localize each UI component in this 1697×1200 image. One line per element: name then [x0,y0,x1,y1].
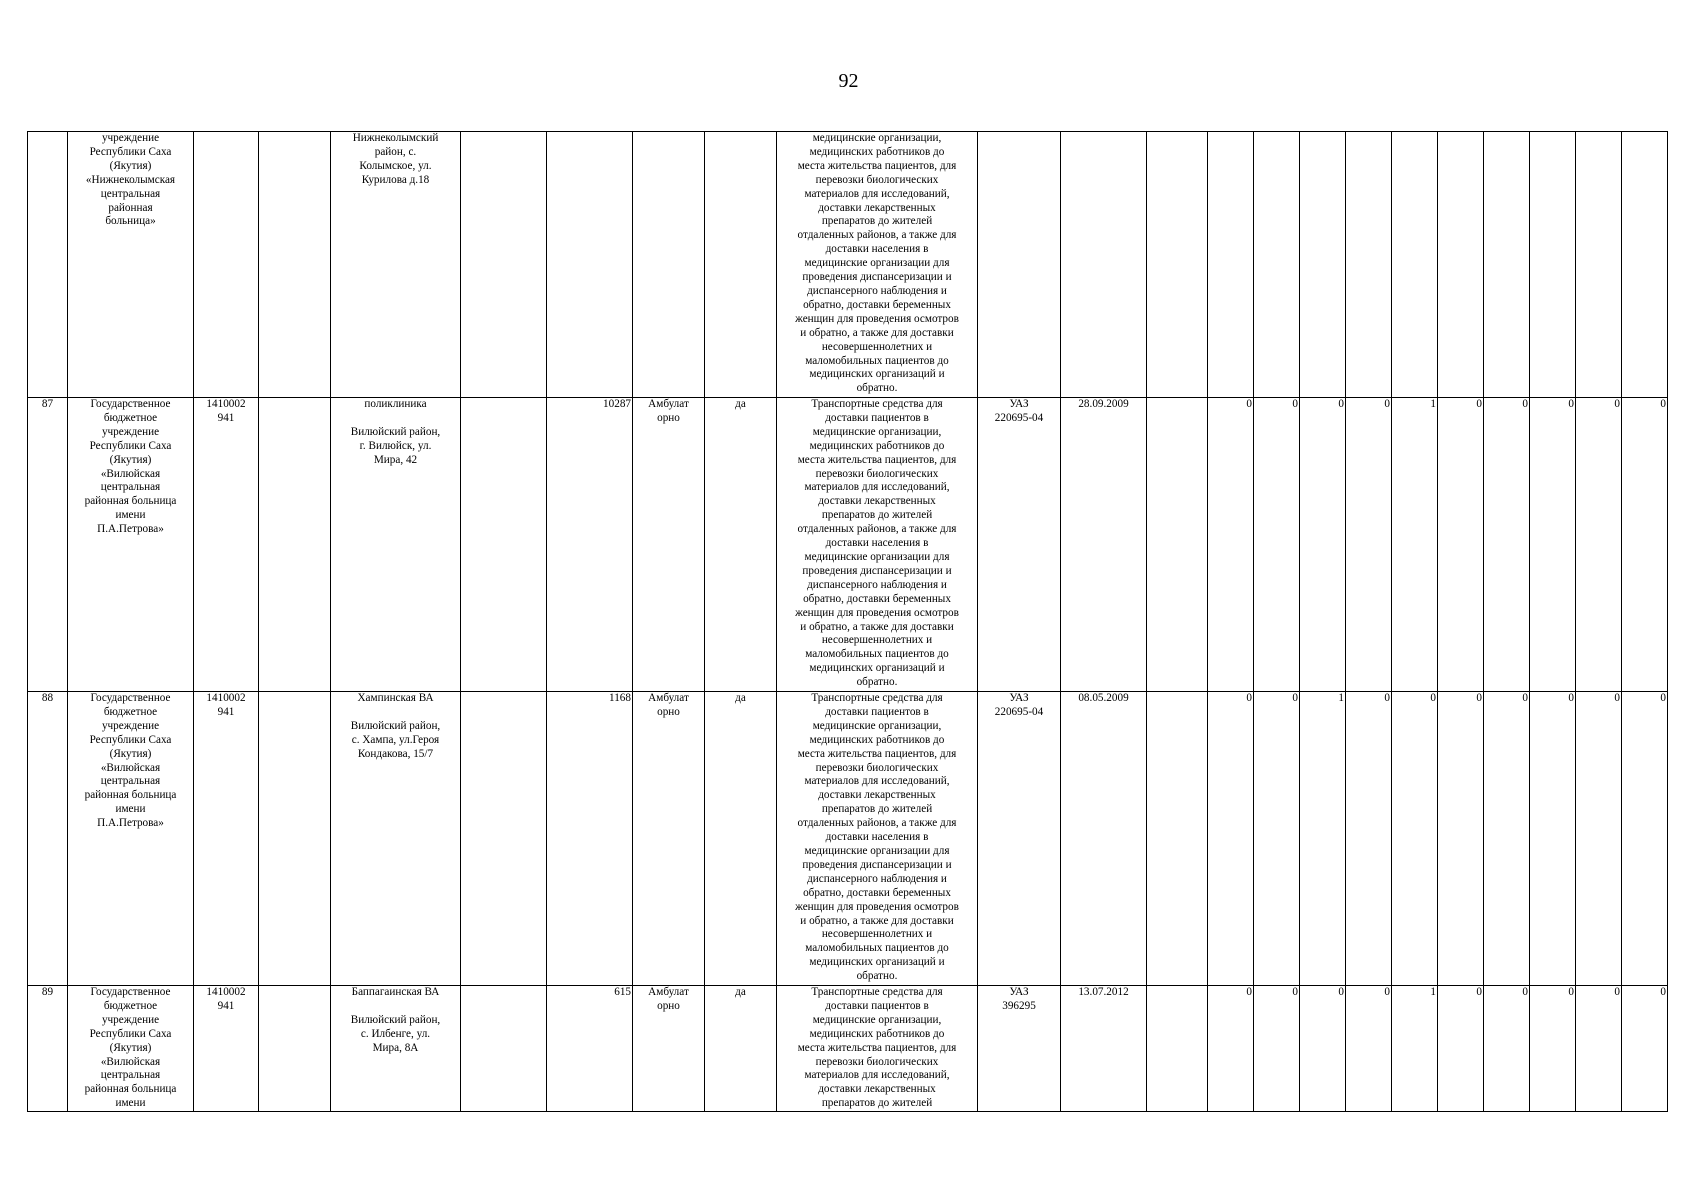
population-cell: 615 [547,986,633,1112]
count-cell: 0 [1254,986,1300,1112]
vehicle-cell [978,692,1061,986]
empty-cell [461,398,547,692]
address-cell-line [332,1000,459,1014]
purpose-cell [777,398,978,692]
organization-cell-line: «Вилюйская [100,1055,161,1068]
organization-cell-line: имени [115,803,146,816]
organization-cell-line: «Вилюйская [100,467,161,480]
purpose-cell-line: диспансерного наблюдения и [807,284,947,297]
count-cell [1530,132,1576,398]
empty-cell [1147,692,1208,986]
address-cell-line: г. Вилюйск, ул. [359,439,432,452]
purpose-cell-line: проведения диспансеризации и [802,858,952,871]
row-number-cell [28,132,68,398]
purpose-cell-line: места жительства пациентов, для [797,159,957,172]
vehicle-cell [978,132,1061,398]
organization-cell [68,692,194,986]
purpose-cell-line: препаратов до жителей [821,509,933,522]
empty-cell [461,692,547,986]
organization-cell-line: (Якутия) [109,747,152,760]
count-cell: 0 [1622,398,1668,692]
organization-cell-line: П.А.Петрова» [97,523,164,536]
organization-cell-line: центральная [100,187,161,200]
care-type-cell-line: Амбулат [648,692,689,704]
purpose-cell-line: перевозки биологических [815,467,939,480]
organization-cell-line: учреждение [101,425,160,438]
empty-cell [461,986,547,1112]
purpose-cell-line: несовершеннолетних и [821,634,933,647]
count-cell: 1 [1392,986,1438,1112]
count-cell: 0 [1300,986,1346,1112]
vehicle-cell-line: 220695-04 [994,411,1044,424]
purpose-cell-line: обратно. [856,676,898,689]
purpose-cell-line: медицинские организации для [804,257,950,270]
organization-cell-line: Государственное [90,398,171,410]
organization-cell-line: «Вилюйская [100,761,161,774]
inn-cell [194,986,259,1112]
vehicle-cell-line: УАЗ [1009,398,1029,410]
purpose-cell-line: доставки лекарственных [818,789,936,802]
purpose-cell-line: материалов для исследований, [804,187,950,200]
purpose-cell-line: маломобильных пациентов до [805,942,949,955]
registry-table-body [28,132,1668,1112]
count-cell: 0 [1576,398,1622,692]
organization-cell-line: бюджетное [103,999,158,1012]
organization-cell-line: бюджетное [103,411,158,424]
registry-table [27,131,1668,1112]
count-cell: 0 [1576,986,1622,1112]
purpose-cell [777,986,978,1112]
vehicle-cell-line: 220695-04 [994,705,1044,718]
date-cell [1061,132,1147,398]
address-cell-line: Колымское, ул. [359,159,432,172]
organization-cell [68,132,194,398]
purpose-cell-line: препаратов до жителей [821,215,933,228]
population-cell: 1168 [547,692,633,986]
purpose-cell-line: медицинские организации, [812,425,942,438]
organization-cell [68,986,194,1112]
purpose-cell-line: медицинские организации для [804,550,950,563]
care-type-cell-line: орно [657,411,680,424]
purpose-cell-line: обратно, доставки беременных [803,298,951,311]
table-row [28,986,1668,1112]
purpose-cell-line: препаратов до жителей [821,1097,933,1110]
purpose-cell-line: Транспортные средства для [811,692,943,704]
care-type-cell-line: Амбулат [648,398,689,410]
inn-cell [194,132,259,398]
count-cell [1346,132,1392,398]
organization-cell-line: Республики Саха [89,145,172,158]
purpose-cell-line: женщин для проведения осмотров [795,900,959,913]
count-cell: 0 [1530,398,1576,692]
purpose-cell-line: диспансерного наблюдения и [807,872,947,885]
purpose-cell-line: медицинские организации, [812,1013,942,1026]
purpose-cell-line: материалов для исследований, [804,775,950,788]
organization-cell-line: имени [115,1097,146,1110]
empty-cell [259,986,331,1112]
count-cell [1484,132,1530,398]
inn-cell [194,692,259,986]
count-cell: 0 [1392,692,1438,986]
organization-cell-line: центральная [100,1069,161,1082]
count-cell: 0 [1484,986,1530,1112]
count-cell: 0 [1346,398,1392,692]
organization-cell-line: Республики Саха [89,733,172,746]
inn-cell-line: 941 [217,999,235,1012]
organization-cell-line: учреждение [101,132,160,144]
count-cell [1576,132,1622,398]
purpose-cell-line: медицинские организации для [804,844,950,857]
vehicle-cell-line: УАЗ [1009,692,1029,704]
purpose-cell-line: отдаленных районов, а также для [797,229,957,242]
purpose-cell [777,132,978,398]
count-cell [1208,132,1254,398]
purpose-cell-line: и обратно, а также для доставки [800,326,954,339]
purpose-cell-line: отдаленных районов, а также для [797,817,957,830]
purpose-cell-line: доставки лекарственных [818,201,936,214]
vehicle-cell-line: 396295 [1002,999,1036,1012]
count-cell: 0 [1254,692,1300,986]
purpose-cell-line: материалов для исследований, [804,481,950,494]
purpose-cell-line: места жительства пациентов, для [797,453,957,466]
count-cell: 0 [1530,986,1576,1112]
address-cell-line: с. Илбенге, ул. [360,1027,431,1040]
purpose-cell-line: доставки пациентов в [825,411,929,424]
inn-cell-line: 941 [217,411,235,424]
organization-cell-line: (Якутия) [109,453,152,466]
address-cell [331,692,461,986]
care-type-cell-line: Амбулат [648,986,689,998]
purpose-cell-line: маломобильных пациентов до [805,354,949,367]
date-cell: 28.09.2009 [1061,398,1147,692]
table-row [28,692,1668,986]
organization-cell-line: больница» [105,215,156,228]
table-row [28,132,1668,398]
date-cell: 08.05.2009 [1061,692,1147,986]
purpose-cell-line: несовершеннолетних и [821,340,933,353]
purpose-cell-line: перевозки биологических [815,173,939,186]
purpose-cell-line: проведения диспансеризации и [802,271,952,284]
purpose-cell-line: и обратно, а также для доставки [800,620,954,633]
purpose-cell-line: диспансерного наблюдения и [807,578,947,591]
organization-cell-line: (Якутия) [109,1041,152,1054]
purpose-cell-line: доставки населения в [825,537,929,550]
purpose-cell-line: материалов для исследований, [804,1069,950,1082]
count-cell: 0 [1438,986,1484,1112]
address-cell-line: Баппагаинская ВА [351,986,440,998]
date-cell: 13.07.2012 [1061,986,1147,1112]
address-cell-line: Вилюйский район, [350,425,441,438]
count-cell: 0 [1484,398,1530,692]
address-cell-line [332,706,459,720]
address-cell-line: Курилова д.18 [361,173,430,186]
vehicle-cell-line: УАЗ [1009,986,1029,998]
row-number-cell: 89 [28,986,68,1112]
purpose-cell-line: препаратов до жителей [821,803,933,816]
count-cell: 0 [1622,692,1668,986]
count-cell: 0 [1484,692,1530,986]
row-number-cell: 88 [28,692,68,986]
purpose-cell-line: медицинские организации, [812,132,942,144]
address-cell [331,986,461,1112]
empty-cell [259,132,331,398]
address-cell-line: район, с. [374,145,417,158]
count-cell [1438,132,1484,398]
count-cell: 0 [1438,692,1484,986]
address-cell-line [332,412,459,426]
organization-cell-line: районная больница [84,789,177,802]
purpose-cell-line: доставки населения в [825,243,929,256]
purpose-cell-line: медицинских организаций и [809,956,945,969]
count-cell: 0 [1346,692,1392,986]
organization-cell-line: бюджетное [103,705,158,718]
purpose-cell-line: медицинских организаций и [809,662,945,675]
purpose-cell-line: доставки лекарственных [818,1083,936,1096]
population-cell: 10287 [547,398,633,692]
address-cell [331,398,461,692]
inn-cell-line: 941 [217,705,235,718]
organization-cell-line: П.А.Петрова» [97,817,164,830]
care-type-cell [633,398,705,692]
organization-cell-line: центральная [100,481,161,494]
count-cell: 1 [1300,692,1346,986]
organization-cell-line: Государственное [90,692,171,704]
count-cell: 1 [1392,398,1438,692]
purpose-cell-line: отдаленных районов, а также для [797,523,957,536]
organization-cell-line: районная [108,201,153,214]
vehicle-cell [978,986,1061,1112]
page-number: 92 [838,70,859,92]
purpose-cell-line: места жительства пациентов, для [797,747,957,760]
organization-cell-line: центральная [100,775,161,788]
purpose-cell-line: доставки пациентов в [825,999,929,1012]
empty-cell [259,692,331,986]
count-cell: 0 [1300,398,1346,692]
care-type-cell-line: орно [657,999,680,1012]
purpose-cell-line: доставки населения в [825,831,929,844]
purpose-cell-line: медицинские организации, [812,719,942,732]
address-cell [331,132,461,398]
address-cell-line: Нижнеколымский [352,132,439,144]
organization-cell [68,398,194,692]
flag-cell: да [705,692,777,986]
organization-cell-line: имени [115,509,146,522]
purpose-cell-line: медицинских работников до [809,439,945,452]
empty-cell [461,132,547,398]
purpose-cell-line: женщин для проведения осмотров [795,312,959,325]
count-cell: 0 [1208,986,1254,1112]
inn-cell-line: 1410002 [206,692,246,704]
care-type-cell-line: орно [657,705,680,718]
address-cell-line: с. Хампа, ул.Героя [351,733,440,746]
empty-cell [1147,398,1208,692]
address-cell-line: Кондакова, 15/7 [357,747,434,760]
count-cell: 0 [1346,986,1392,1112]
purpose-cell-line: доставки пациентов в [825,705,929,718]
population-cell [547,132,633,398]
purpose-cell-line: обратно, доставки беременных [803,886,951,899]
count-cell: 0 [1622,986,1668,1112]
purpose-cell-line: обратно, доставки беременных [803,592,951,605]
inn-cell-line: 1410002 [206,398,246,410]
purpose-cell-line: медицинских работников до [809,145,945,158]
purpose-cell-line: несовершеннолетних и [821,928,933,941]
address-cell-line: Вилюйский район, [350,1013,441,1026]
count-cell [1392,132,1438,398]
purpose-cell-line: женщин для проведения осмотров [795,606,959,619]
purpose-cell-line: Транспортные средства для [811,398,943,410]
purpose-cell-line: медицинских работников до [809,1027,945,1040]
count-cell: 0 [1208,692,1254,986]
purpose-cell [777,692,978,986]
organization-cell-line: (Якутия) [109,159,152,172]
address-cell-line: поликлиника [364,398,427,410]
purpose-cell-line: Транспортные средства для [811,986,943,998]
count-cell: 0 [1208,398,1254,692]
purpose-cell-line: доставки лекарственных [818,495,936,508]
organization-cell-line: Государственное [90,986,171,998]
empty-cell [1147,986,1208,1112]
purpose-cell-line: перевозки биологических [815,1055,939,1068]
count-cell: 0 [1530,692,1576,986]
purpose-cell-line: места жительства пациентов, для [797,1041,957,1054]
organization-cell-line: «Нижнеколымская [85,173,176,186]
organization-cell-line: Республики Саха [89,439,172,452]
count-cell: 0 [1576,692,1622,986]
flag-cell [705,132,777,398]
count-cell [1622,132,1668,398]
flag-cell: да [705,398,777,692]
care-type-cell [633,986,705,1112]
purpose-cell-line: проведения диспансеризации и [802,564,952,577]
purpose-cell-line: медицинских работников до [809,733,945,746]
purpose-cell-line: и обратно, а также для доставки [800,914,954,927]
empty-cell [1147,132,1208,398]
organization-cell-line: Республики Саха [89,1027,172,1040]
purpose-cell-line: перевозки биологических [815,761,939,774]
flag-cell: да [705,986,777,1112]
count-cell: 0 [1438,398,1484,692]
table-row [28,398,1668,692]
count-cell [1300,132,1346,398]
vehicle-cell [978,398,1061,692]
organization-cell-line: районная больница [84,495,177,508]
count-cell [1254,132,1300,398]
address-cell-line: Хампинская ВА [357,692,434,704]
care-type-cell [633,132,705,398]
care-type-cell [633,692,705,986]
purpose-cell-line: обратно. [856,382,898,395]
inn-cell-line: 1410002 [206,986,246,998]
row-number-cell: 87 [28,398,68,692]
organization-cell-line: учреждение [101,719,160,732]
purpose-cell-line: медицинских организаций и [809,368,945,381]
inn-cell [194,398,259,692]
empty-cell [259,398,331,692]
address-cell-line: Мира, 8А [372,1041,419,1054]
purpose-cell-line: обратно. [856,970,898,983]
organization-cell-line: районная больница [84,1083,177,1096]
purpose-cell-line: маломобильных пациентов до [805,648,949,661]
address-cell-line: Вилюйский район, [350,719,441,732]
organization-cell-line: учреждение [101,1013,160,1026]
address-cell-line: Мира, 42 [373,453,418,466]
count-cell: 0 [1254,398,1300,692]
